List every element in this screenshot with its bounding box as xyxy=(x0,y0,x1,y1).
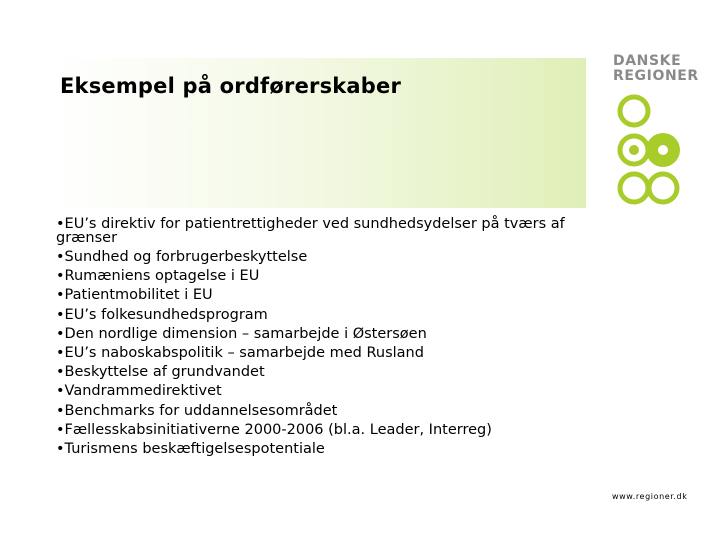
bullet-item: •Turismens beskæftigelsespotentiale xyxy=(56,441,325,458)
slide-title: Eksempel på ordførerskaber xyxy=(60,74,402,98)
bullet-item: •Benchmarks for uddannelsesområdet xyxy=(56,402,338,419)
logo-line-2: REGIONER xyxy=(613,68,699,84)
footer-url[interactable]: www.regioner.dk xyxy=(612,492,688,501)
bullet-item: •Vandrammedirektivet xyxy=(56,383,222,400)
bullet-item: •Sundhed og forbrugerbeskyttelse xyxy=(56,249,308,265)
bullet-item: •EU’s direktiv for patientrettigheder ved sundhedsydelser på tværs af grænser xyxy=(56,216,565,246)
bullet-item: •Beskyttelse af grundvandet xyxy=(56,364,265,381)
bullet-item: •Patientmobilitet i EU xyxy=(56,287,213,304)
logo-wordmark xyxy=(613,54,706,84)
bullet-item: •Fællesskabsinitiativerne 2000-2006 (bl.a. Leader, Interreg) xyxy=(56,421,492,438)
bullet-item: •EU’s naboskabspolitik – samarbejde med Rusland xyxy=(56,345,424,362)
bullet-item: •Den nordlige dimension – samarbejde i Østersøen xyxy=(56,325,427,342)
logo-circles-icon xyxy=(612,92,682,210)
bullet-item: •EU’s folkesundhedsprogram xyxy=(56,306,268,323)
logo-line-1: DANSKE xyxy=(613,53,682,69)
bullet-list xyxy=(56,218,576,459)
bullet-item: •Rumæniens optagelse i EU xyxy=(56,268,260,285)
danske-regioner-logo xyxy=(606,52,706,212)
